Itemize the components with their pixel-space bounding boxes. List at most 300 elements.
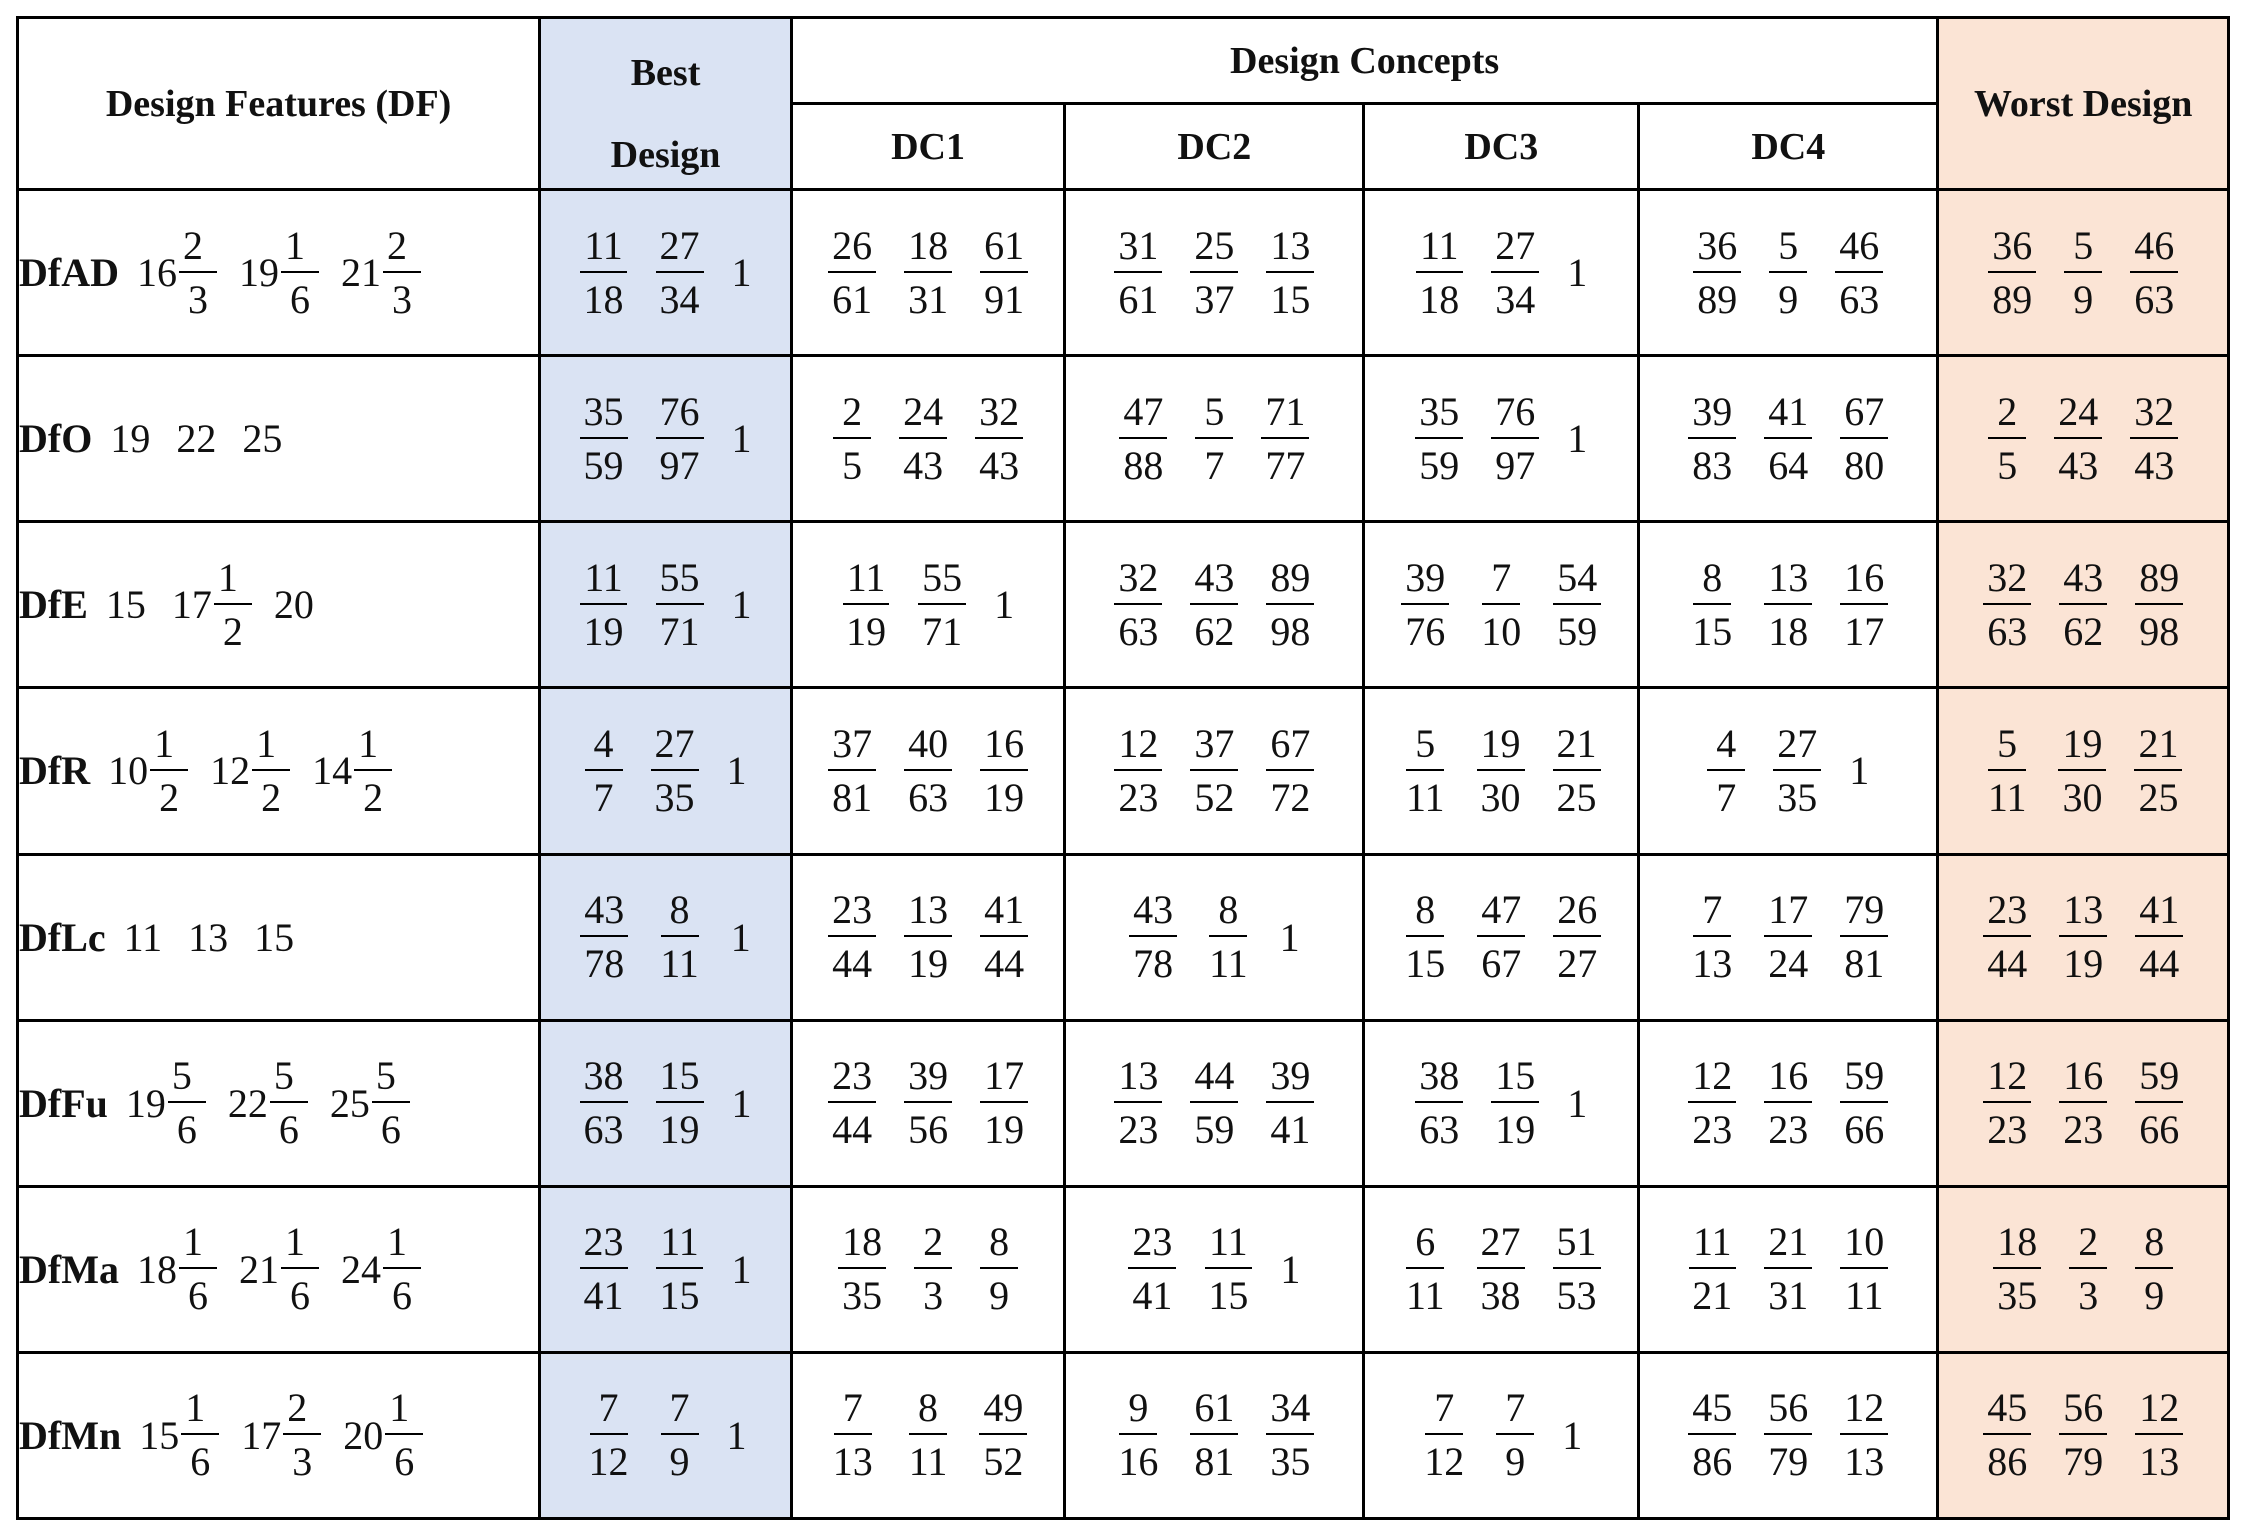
feature-value-fraction <box>181 1387 219 1483</box>
fraction-denominator: 11 <box>1209 941 1248 987</box>
fraction-numerator: 41 <box>980 889 1028 937</box>
triangular-fuzzy-number <box>829 1387 1028 1483</box>
fraction-denominator: 13 <box>1844 1439 1885 1485</box>
feature-cell <box>18 522 540 688</box>
triangular-fuzzy-number <box>1984 720 2183 820</box>
fraction-numerator: 36 <box>1693 225 1741 273</box>
feature-value-fraction <box>383 1221 421 1317</box>
fraction-denominator: 9 <box>2144 1273 2165 1319</box>
triangular-fuzzy-number <box>1114 720 1314 820</box>
fraction <box>1266 1055 1314 1151</box>
fraction-denominator: 56 <box>908 1107 949 1153</box>
fraction-denominator: 23 <box>1987 1107 2028 1153</box>
fraction <box>2054 388 2102 488</box>
fraction-numerator: 6 <box>1406 1221 1444 1269</box>
triangular-fuzzy-number <box>828 889 1028 985</box>
table-row <box>18 1186 2229 1352</box>
fraction <box>1764 388 1812 488</box>
fraction <box>2064 222 2102 322</box>
fraction-denominator: 7 <box>1204 442 1225 488</box>
fraction-numerator: 23 <box>580 1221 628 1269</box>
fraction-numerator: 7 <box>834 1387 872 1435</box>
table-body <box>18 190 2229 1519</box>
fraction-denominator: 11 <box>1987 774 2027 820</box>
fraction-numerator: 23 <box>1128 1221 1176 1269</box>
fraction-denominator: 63 <box>1118 608 1159 654</box>
fraction-numerator: 12 <box>1983 1055 2031 1103</box>
triangular-fuzzy-number <box>1993 1221 2173 1317</box>
feature-value-mixed <box>137 1221 217 1317</box>
fraction-denominator: 35 <box>1997 1273 2038 1319</box>
feature-value-fraction <box>372 1055 410 1151</box>
best-cell <box>540 854 792 1020</box>
feature-value-whole: 16 <box>136 250 177 296</box>
fraction-numerator: 35 <box>1415 391 1463 439</box>
fraction <box>1707 720 1745 820</box>
dc3-cell <box>1364 522 1639 688</box>
fraction <box>1553 1221 1601 1317</box>
fraction <box>918 554 966 654</box>
feature-name: DfMa <box>19 1246 119 1292</box>
feature-cell <box>18 356 540 522</box>
fraction-numerator: 4 <box>585 723 623 771</box>
fraction-denominator: 11 <box>660 941 699 987</box>
feature-name: DfE <box>19 582 88 628</box>
fraction <box>1491 1055 1539 1151</box>
fraction <box>1983 1055 2031 1151</box>
triangular-fuzzy-number <box>1988 388 2178 488</box>
fraction-denominator: 12 <box>1424 1439 1465 1485</box>
fraction-denominator: 18 <box>1419 276 1460 322</box>
fraction <box>904 222 952 322</box>
feature-cell <box>18 1352 540 1518</box>
fraction-numerator: 23 <box>1983 889 2031 937</box>
feature-value-whole: 10 <box>108 748 149 794</box>
triangular-fuzzy-number <box>580 1055 752 1151</box>
fraction <box>1477 889 1525 985</box>
fraction-denominator: 41 <box>1270 1107 1311 1153</box>
fraction-numerator: 37 <box>1190 723 1238 771</box>
fraction-denominator: 3 <box>923 1273 944 1319</box>
fraction-denominator: 24 <box>1768 941 1809 987</box>
fraction <box>1190 1387 1238 1483</box>
dc4-cell <box>1639 1186 1938 1352</box>
fraction-denominator: 2 <box>261 774 282 820</box>
fraction-numerator: 7 <box>1425 1387 1463 1435</box>
fraction-numerator: 13 <box>904 889 952 937</box>
fraction-numerator: 21 <box>2134 723 2182 771</box>
triangular-fuzzy-number <box>1128 1221 1300 1317</box>
fraction-numerator: 39 <box>1401 557 1449 605</box>
triangular-fuzzy-number <box>580 554 752 654</box>
triangular-fuzzy-number <box>842 554 1015 654</box>
fraction-denominator: 80 <box>1844 442 1885 488</box>
fraction <box>1266 1387 1314 1483</box>
fraction <box>2069 1221 2107 1317</box>
fraction-numerator: 1 <box>150 723 188 771</box>
feature-value-fraction <box>281 222 319 322</box>
feature-value-whole: 22 <box>227 1080 268 1126</box>
fraction <box>1496 1387 1534 1483</box>
best-cell <box>540 1186 792 1352</box>
dc4-cell <box>1639 522 1938 688</box>
dc3-cell <box>1364 356 1639 522</box>
fraction-numerator: 32 <box>975 391 1023 439</box>
triangular-fuzzy-number <box>1129 889 1300 985</box>
fraction <box>905 1387 952 1483</box>
fraction <box>1840 554 1888 654</box>
integer-value: 1 <box>1567 250 1588 296</box>
fraction-numerator: 18 <box>1993 1221 2041 1269</box>
best-cell <box>540 1352 792 1518</box>
triangular-fuzzy-number <box>1983 554 2183 654</box>
fraction <box>1114 554 1162 654</box>
fraction-numerator: 61 <box>980 225 1028 273</box>
fraction <box>580 1055 628 1151</box>
fraction <box>1769 222 1807 322</box>
fraction-denominator: 6 <box>187 1273 208 1319</box>
fraction-numerator: 39 <box>904 1055 952 1103</box>
fraction-denominator: 2 <box>222 608 243 654</box>
fraction <box>1983 554 2031 654</box>
fraction-denominator: 19 <box>659 1107 700 1153</box>
fraction-numerator: 43 <box>1190 557 1238 605</box>
worst-cell <box>1938 1020 2229 1186</box>
fraction-numerator: 7 <box>1693 889 1731 937</box>
fraction <box>580 1221 628 1317</box>
fraction <box>1693 222 1741 322</box>
header-dc2: DC2 <box>1065 104 1364 190</box>
fraction <box>580 554 628 654</box>
fraction <box>1984 720 2031 820</box>
worst-cell <box>1938 190 2229 356</box>
fraction <box>980 1055 1028 1151</box>
fraction <box>656 889 703 985</box>
fraction-numerator: 16 <box>980 723 1028 771</box>
fraction-denominator: 27 <box>1557 941 1598 987</box>
fraction <box>1491 388 1539 488</box>
dc2-cell <box>1065 854 1364 1020</box>
fraction-numerator: 7 <box>590 1387 628 1435</box>
fraction-denominator: 41 <box>583 1273 624 1319</box>
fraction-denominator: 15 <box>1692 608 1733 654</box>
fraction-numerator: 41 <box>1764 391 1812 439</box>
feature-cell <box>18 688 540 854</box>
header-design-concepts: Design Concepts <box>791 18 1937 104</box>
table-row <box>18 190 2229 356</box>
header-row-top <box>18 18 2229 104</box>
fraction <box>1840 889 1888 985</box>
fraction-denominator: 52 <box>1194 774 1235 820</box>
dc4-cell <box>1639 688 1938 854</box>
fraction-numerator: 8 <box>1406 889 1444 937</box>
dc3-cell <box>1364 688 1639 854</box>
fraction <box>585 1387 633 1483</box>
fraction-numerator: 32 <box>1114 557 1162 605</box>
feature-value-mixed <box>136 222 217 322</box>
fraction-denominator: 63 <box>1839 276 1880 322</box>
fraction-numerator: 9 <box>1119 1387 1157 1435</box>
dc1-cell <box>791 688 1064 854</box>
fraction-numerator: 56 <box>2059 1387 2107 1435</box>
fraction <box>828 889 876 985</box>
integer-value: 1 <box>731 582 752 628</box>
fraction-numerator: 76 <box>1491 391 1539 439</box>
triangular-fuzzy-number <box>1114 222 1314 322</box>
fraction-denominator: 11 <box>1406 1273 1445 1319</box>
dc3-cell <box>1364 1020 1639 1186</box>
fraction <box>904 720 952 820</box>
fraction <box>1266 554 1314 654</box>
feature-value-fraction <box>179 222 217 322</box>
fraction <box>1415 1055 1463 1151</box>
fraction-denominator: 9 <box>1778 276 1799 322</box>
fraction-denominator: 3 <box>391 276 412 322</box>
triangular-fuzzy-number <box>1402 1221 1601 1317</box>
fraction <box>1114 222 1162 322</box>
fraction <box>1553 554 1601 654</box>
fraction-numerator: 16 <box>2059 1055 2107 1103</box>
fraction-denominator: 86 <box>1692 1439 1733 1485</box>
triangular-fuzzy-number <box>1415 1055 1587 1151</box>
feature-value: 20 <box>273 582 314 628</box>
fraction <box>661 1387 699 1483</box>
fraction-denominator: 25 <box>1556 774 1597 820</box>
design-evaluation-table-wrapper <box>16 16 2230 1520</box>
triangular-fuzzy-number <box>1114 1387 1314 1483</box>
feature-value-fraction <box>150 720 188 820</box>
fraction-numerator: 26 <box>1553 889 1601 937</box>
feature-value-whole: 17 <box>171 582 212 628</box>
fraction <box>1840 1055 1888 1151</box>
fraction <box>580 388 628 488</box>
feature-value-whole: 12 <box>210 748 251 794</box>
fraction <box>656 1221 704 1317</box>
triangular-fuzzy-number <box>1415 222 1588 322</box>
fraction <box>1988 388 2026 488</box>
fraction <box>1688 1221 1736 1317</box>
fraction <box>1205 889 1252 985</box>
fraction-denominator: 44 <box>1987 941 2028 987</box>
fraction-denominator: 37 <box>1194 276 1235 322</box>
fraction-denominator: 52 <box>983 1439 1024 1485</box>
fraction-numerator: 13 <box>1764 557 1812 605</box>
fraction-numerator: 2 <box>2069 1221 2107 1269</box>
fraction-numerator: 59 <box>2135 1055 2183 1103</box>
fraction-denominator: 35 <box>842 1273 883 1319</box>
fraction <box>828 720 876 820</box>
fraction-denominator: 23 <box>1118 774 1159 820</box>
fraction-numerator: 2 <box>833 391 871 439</box>
fraction-denominator: 86 <box>1987 1439 2028 1485</box>
fraction-denominator: 35 <box>1270 1439 1311 1485</box>
fraction <box>585 720 623 820</box>
feature-name: DfFu <box>19 1080 108 1126</box>
feature-value: 13 <box>188 914 229 960</box>
fraction-numerator: 5 <box>1769 225 1807 273</box>
fraction <box>2135 554 2183 654</box>
triangular-fuzzy-number <box>1401 889 1601 985</box>
header-design-features: Design Features (DF) <box>18 18 540 190</box>
fraction-denominator: 63 <box>2134 276 2175 322</box>
fraction-denominator: 2 <box>363 774 384 820</box>
feature-value-whole: 19 <box>125 1080 166 1126</box>
fraction-denominator: 81 <box>1844 941 1885 987</box>
fraction-denominator: 63 <box>908 774 949 820</box>
fraction-numerator: 2 <box>1988 391 2026 439</box>
fraction-denominator: 6 <box>394 1439 415 1485</box>
fraction <box>980 720 1028 820</box>
fraction-denominator: 43 <box>903 442 944 488</box>
fraction <box>2059 889 2107 985</box>
fraction-denominator: 44 <box>832 1107 873 1153</box>
fraction-numerator: 12 <box>1688 1055 1736 1103</box>
fraction-numerator: 1 <box>181 1387 219 1435</box>
feature-name: DfAD <box>19 250 119 296</box>
fraction-numerator: 1 <box>385 1387 423 1435</box>
triangular-fuzzy-number <box>828 720 1028 820</box>
fraction-denominator: 19 <box>984 774 1025 820</box>
fraction-denominator: 5 <box>1997 442 2018 488</box>
fraction-numerator: 8 <box>2135 1221 2173 1269</box>
fraction-numerator: 5 <box>2064 225 2102 273</box>
fraction-numerator: 27 <box>656 225 704 273</box>
fraction <box>904 1055 952 1151</box>
triangular-fuzzy-number <box>1688 554 1888 654</box>
fraction-numerator: 8 <box>1209 889 1247 937</box>
fraction-denominator: 44 <box>984 941 1025 987</box>
worst-cell <box>1938 356 2229 522</box>
fraction-numerator: 47 <box>1477 889 1525 937</box>
fraction-numerator: 2 <box>383 225 421 273</box>
dc2-cell <box>1065 1186 1364 1352</box>
fraction <box>1261 388 1309 488</box>
fraction-denominator: 6 <box>391 1273 412 1319</box>
integer-value: 1 <box>731 250 752 296</box>
fraction-numerator: 21 <box>1764 1221 1812 1269</box>
feature-value-fraction <box>252 720 290 820</box>
fraction-denominator: 88 <box>1123 442 1164 488</box>
fraction <box>1190 1055 1238 1151</box>
fraction <box>1835 222 1883 322</box>
triangular-fuzzy-number <box>1415 388 1588 488</box>
fraction-denominator: 19 <box>846 608 887 654</box>
fraction-denominator: 31 <box>908 276 949 322</box>
feature-value-fraction <box>270 1055 308 1151</box>
triangular-fuzzy-number <box>580 1221 752 1317</box>
fraction-numerator: 7 <box>1496 1387 1534 1435</box>
integer-value: 1 <box>731 1080 752 1126</box>
fraction-denominator: 5 <box>842 442 863 488</box>
fraction <box>1491 222 1539 322</box>
fraction <box>1114 1387 1162 1483</box>
integer-value: 1 <box>1567 416 1588 462</box>
fraction-denominator: 59 <box>1194 1107 1235 1153</box>
fraction-denominator: 81 <box>1194 1439 1235 1485</box>
fraction <box>829 1387 877 1483</box>
fraction-numerator: 5 <box>1195 391 1233 439</box>
fraction-denominator: 15 <box>1270 276 1311 322</box>
fraction-numerator: 54 <box>1553 557 1601 605</box>
fraction <box>1764 889 1812 985</box>
fraction-denominator: 63 <box>1987 608 2028 654</box>
fraction <box>2058 720 2106 820</box>
fraction <box>1993 1221 2041 1317</box>
fraction <box>1688 554 1736 654</box>
dc2-cell <box>1065 190 1364 356</box>
fraction-denominator: 59 <box>1419 442 1460 488</box>
fraction-numerator: 43 <box>1129 889 1177 937</box>
fraction-denominator: 67 <box>1481 941 1522 987</box>
fraction-numerator: 38 <box>580 1055 628 1103</box>
fraction-denominator: 81 <box>832 774 873 820</box>
header-best-line1: Best <box>630 51 701 94</box>
fraction <box>975 388 1023 488</box>
fraction <box>980 889 1028 985</box>
fraction-denominator: 11 <box>1845 1273 1884 1319</box>
dc4-cell <box>1639 1020 1938 1186</box>
fraction <box>828 222 876 322</box>
fraction <box>1190 720 1238 820</box>
fraction-denominator: 19 <box>984 1107 1025 1153</box>
fraction-numerator: 2 <box>914 1221 952 1269</box>
fraction <box>656 388 704 488</box>
feature-value: 15 <box>254 914 295 960</box>
table-row <box>18 688 2229 854</box>
fraction <box>1402 1221 1449 1317</box>
dc4-cell <box>1639 356 1938 522</box>
fraction-denominator: 19 <box>583 608 624 654</box>
fraction-denominator: 71 <box>922 608 963 654</box>
feature-value-mixed <box>239 1221 319 1317</box>
integer-value: 1 <box>1280 1246 1301 1292</box>
fraction-numerator: 71 <box>1261 391 1309 439</box>
fraction <box>1190 554 1238 654</box>
fraction-numerator: 32 <box>1983 557 2031 605</box>
fraction <box>1119 388 1167 488</box>
fraction-numerator: 18 <box>904 225 952 273</box>
fraction-denominator: 43 <box>2058 442 2099 488</box>
fraction-numerator: 16 <box>1764 1055 1812 1103</box>
fraction-denominator: 98 <box>1270 608 1311 654</box>
feature-value-whole: 17 <box>241 1412 282 1458</box>
fraction <box>980 222 1028 322</box>
fraction-denominator: 61 <box>1118 276 1159 322</box>
feature-value-fraction <box>385 1387 423 1483</box>
fraction-numerator: 4 <box>1707 723 1745 771</box>
fraction-numerator: 1 <box>281 225 319 273</box>
fraction-numerator: 8 <box>980 1221 1018 1269</box>
fraction-denominator: 3 <box>187 276 208 322</box>
fraction-numerator: 23 <box>828 1055 876 1103</box>
integer-value: 1 <box>730 914 751 960</box>
triangular-fuzzy-number <box>833 388 1023 488</box>
feature-value-whole: 15 <box>139 1412 180 1458</box>
fraction-denominator: 61 <box>832 276 873 322</box>
fraction-denominator: 41 <box>1132 1273 1173 1319</box>
fraction-numerator: 1 <box>354 723 392 771</box>
fraction-denominator: 6 <box>289 1273 310 1319</box>
dc1-cell <box>791 190 1064 356</box>
header-best-design <box>540 18 792 190</box>
integer-value: 1 <box>1279 914 1300 960</box>
fraction-numerator: 19 <box>2058 723 2106 771</box>
worst-cell <box>1938 1186 2229 1352</box>
fraction-denominator: 6 <box>176 1107 197 1153</box>
fraction-denominator: 13 <box>1692 941 1733 987</box>
fraction-denominator: 79 <box>1768 1439 1809 1485</box>
fraction-numerator: 45 <box>1688 1387 1736 1435</box>
